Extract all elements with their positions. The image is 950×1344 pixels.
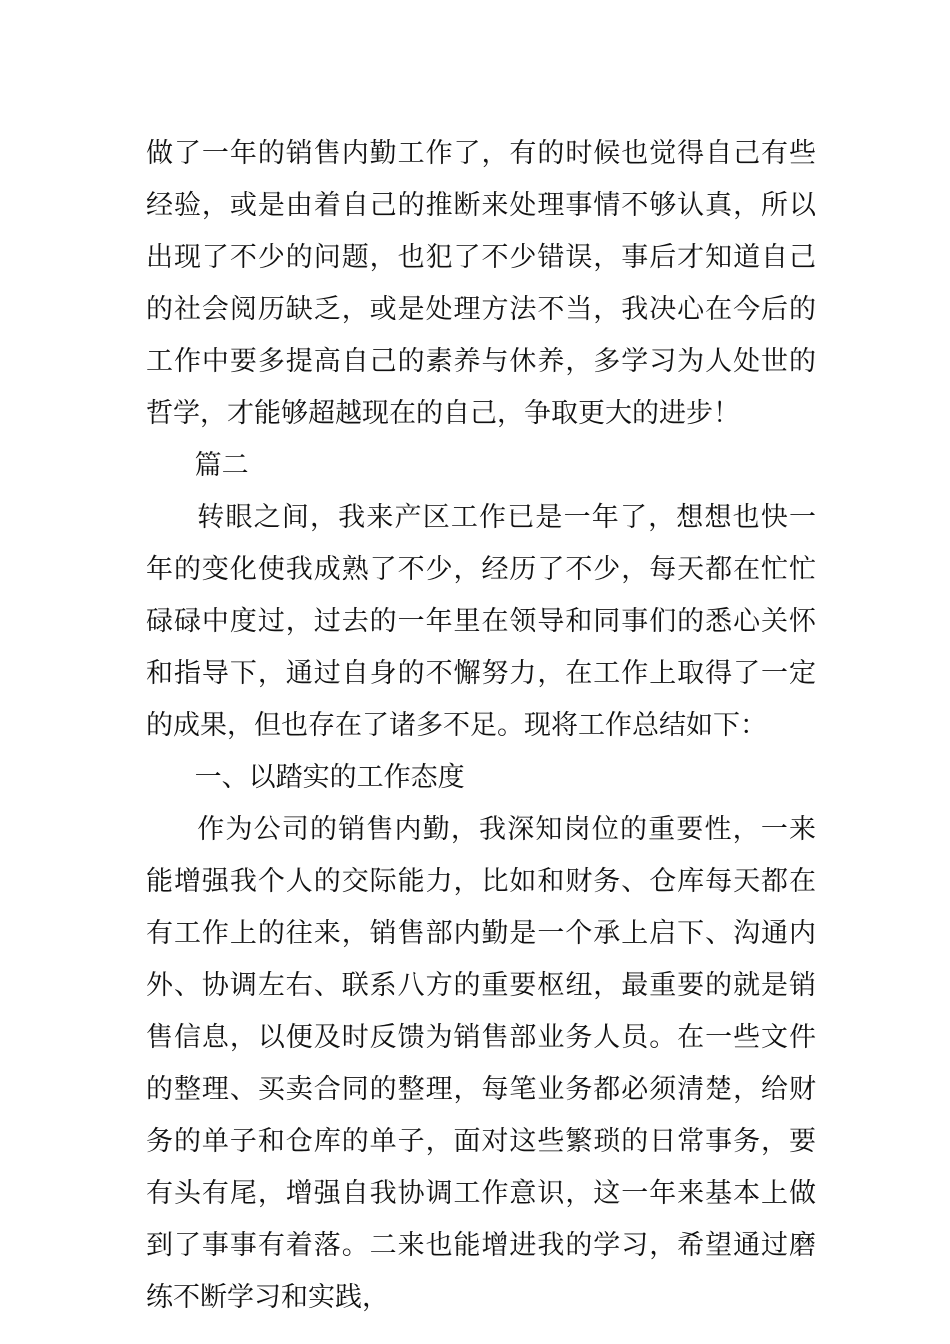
document-body — [146, 128, 816, 1324]
paragraph-3: 作为公司的销售内勤，我深知岗位的重要性，一来能增强我个人的交际能力，比如和财务、仓库每天都在有工作上的往来，销售部内勤是一个承上启下、沟通内外、协调左右、联系八方的重要枢纽，最重要的就是销售信息，以便及时反馈为销售部业务人员。在一些文件的整理、买卖合同的整理，每笔业务都必须清楚，给财务的单子和仓库的单子，面对这些繁琐的日常事务，要有头有尾，增强自我协调工作意识，这一年来基本上做到了事事有着落。二来也能增进我的学习，希望通过磨练不断学习和实践， — [146, 814, 816, 1313]
section-heading-work-attitude: 一、以踏实的工作态度 — [194, 762, 465, 793]
paragraph-2: 转眼之间，我来产区工作已是一年了，想想也快一年的变化使我成熟了不少，经历了不少，每天都在忙忙碌碌中度过，过去的一年里在领导和同事们的悉心关怀和指导下，通过自身的不懈努力，在工作上取得了一定的成果，但也存在了诸多不足。现将工作总结如下： — [146, 502, 816, 741]
section-heading-part-two: 篇二 — [194, 450, 249, 481]
paragraph-1: 做了一年的销售内勤工作了，有的时候也觉得自己有些经验，或是由着自己的推断来处理事情不够认真，所以出现了不少的问题，也犯了不少错误，事后才知道自己的社会阅历缺乏，或是处理方法不当，我决心在今后的工作中要多提高自己的素养与休养，多学习为人处世的哲学，才能够超越现在的自己，争取更大的进步！ — [146, 138, 816, 429]
